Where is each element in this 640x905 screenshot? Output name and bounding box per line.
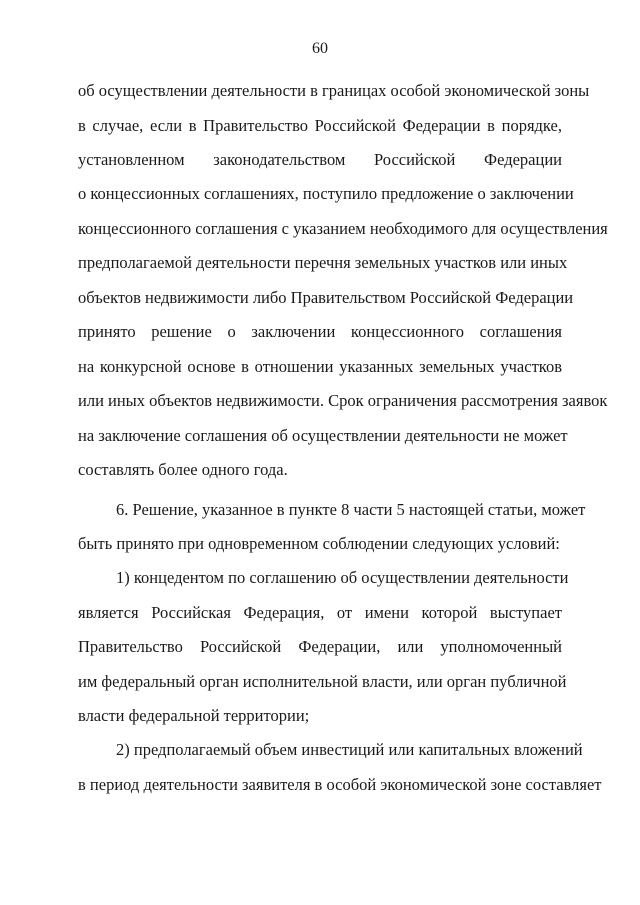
text-line: составлять более одного года. <box>78 460 288 479</box>
text-line: на заключение соглашения об осуществлении деятельности не может <box>78 426 568 445</box>
text-line: в случае, если в Правительство Российской Федерации в порядке, <box>78 116 562 135</box>
text-line: 2) предполагаемый объем инвестиций или капитальных вложений <box>116 740 583 759</box>
text-line: установленном законодательством Российской Федерации <box>78 150 562 169</box>
text-line: им федеральный орган исполнительной власти, или орган публичной <box>78 672 567 691</box>
text-line: Правительство Российской Федерации, или уполномоченный <box>78 637 562 656</box>
text-line: принято решение о заключении концессионного соглашения <box>78 322 562 341</box>
text-line: является Российская Федерация, от имени которой выступает <box>78 603 562 622</box>
text-line: объектов недвижимости либо Правительством Российской Федерации <box>78 288 574 307</box>
text-line: 6. Решение, указанное в пункте 8 части 5 настоящей статьи, может <box>116 500 586 519</box>
text-line: об осуществлении деятельности в границах особой экономической зоны <box>78 81 590 100</box>
text-line: власти федеральной территории; <box>78 706 310 725</box>
text-line: в период деятельности заявителя в особой экономической зоне составляет <box>78 775 602 794</box>
text-line: 1) концедентом по соглашению об осуществлении деятельности <box>116 568 569 587</box>
text-line: концессионного соглашения с указанием необходимого для осуществления <box>78 219 608 238</box>
page-number: 60 <box>312 40 328 57</box>
text-line: или иных объектов недвижимости. Срок ограничения рассмотрения заявок <box>78 391 608 410</box>
text-line: предполагаемой деятельности перечня земельных участков или иных <box>78 253 568 272</box>
text-line: на конкурсной основе в отношении указанных земельных участков <box>78 357 562 376</box>
text-line: быть принято при одновременном соблюдении следующих условий: <box>78 534 560 553</box>
text-line: о концессионных соглашениях, поступило предложение о заключении <box>78 184 574 203</box>
